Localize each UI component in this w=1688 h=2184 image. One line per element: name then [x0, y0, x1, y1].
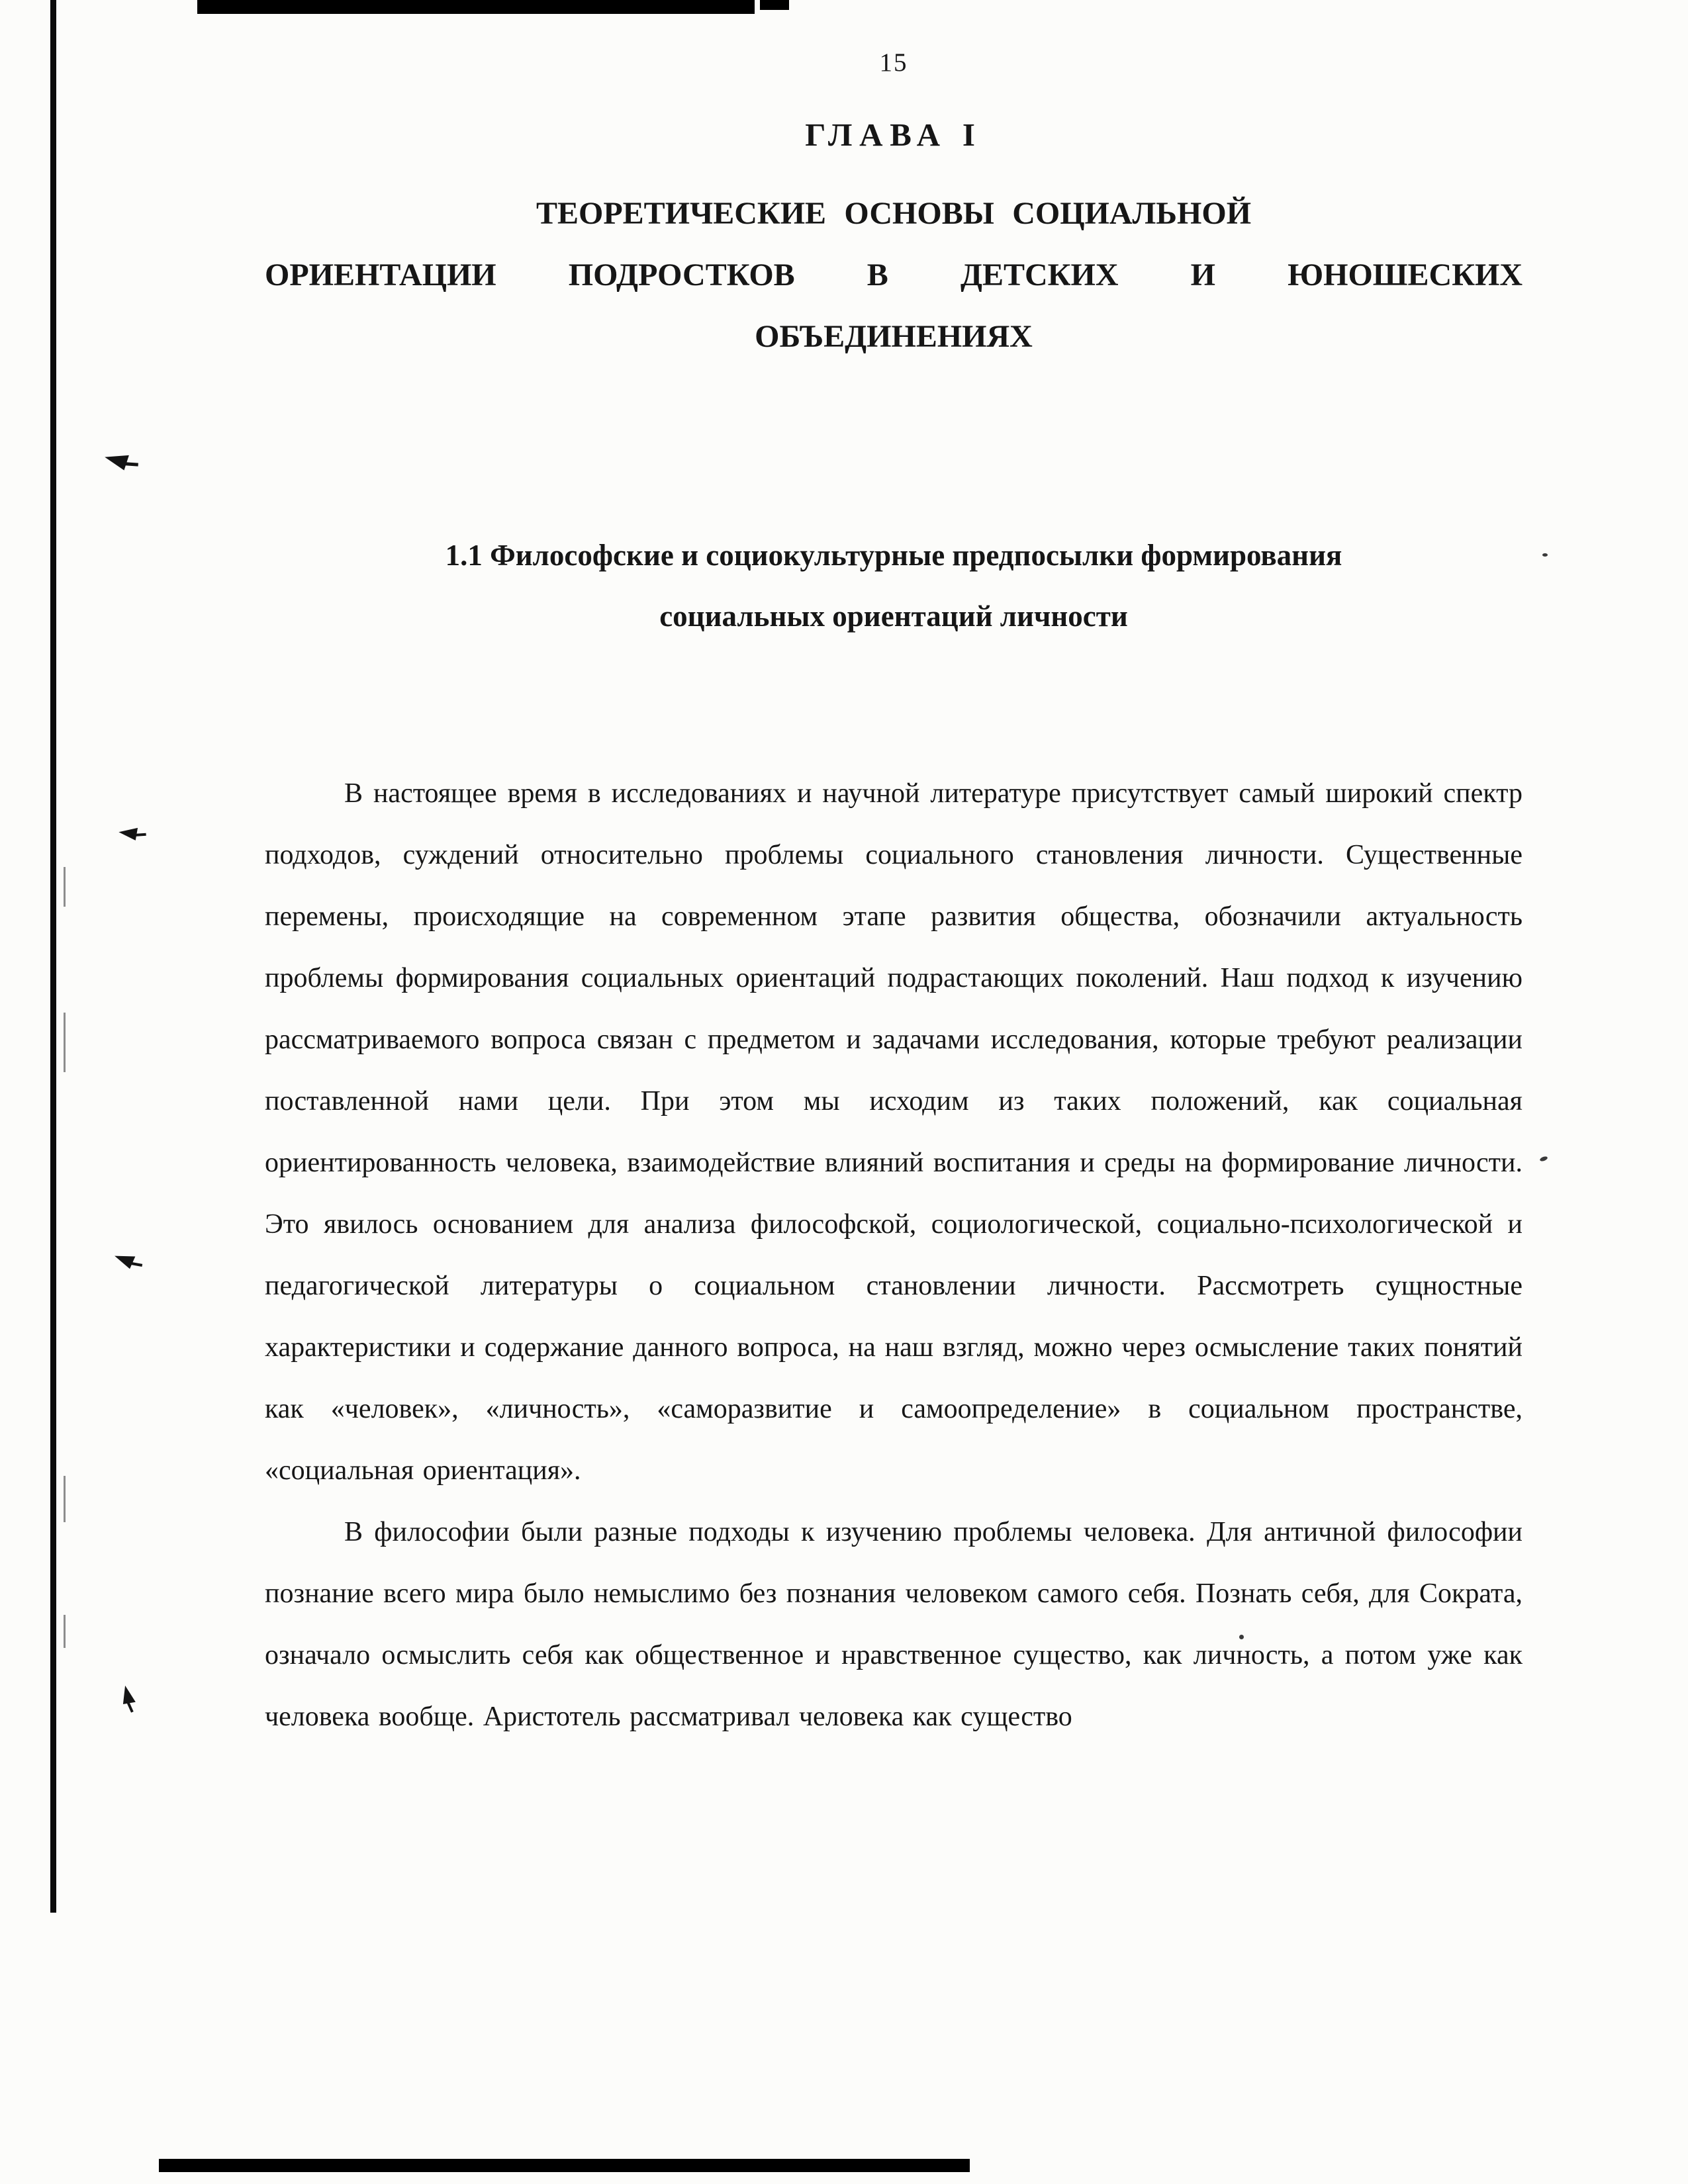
page-number: 15	[879, 48, 908, 77]
scan-bottom-bar	[159, 2159, 970, 2172]
section-heading-line: социальных ориентаций личности	[659, 600, 1128, 633]
ink-mark-icon	[118, 825, 138, 841]
ink-mark-icon	[103, 448, 129, 470]
page-content	[265, 0, 1523, 1748]
chapter-title-line: ТЕОРЕТИЧЕСКИЕ ОСНОВЫ СОЦИАЛЬНОЙ	[536, 196, 1252, 231]
scan-speck	[1542, 553, 1548, 557]
chapter-title	[265, 183, 1523, 367]
scan-dash	[64, 1013, 66, 1072]
scan-dash	[64, 1476, 66, 1522]
chapter-title-line: ОБЪЕДИНЕНИЯХ	[755, 319, 1033, 354]
ink-mark-icon	[120, 1684, 136, 1704]
paragraph: В философии были разные подходы к изучению проблемы человека. Для античной философии познание всего мира было немыслимо без познания человеком самого себя. Познать себя, для Сократа, означало осмыслить себя как общественное и нравственное существо, как личность, а потом уже как человека вообще. Аристотель рассматривал человека как существо	[265, 1517, 1523, 1732]
scan-edge-line	[50, 0, 56, 1913]
chapter-title-line: ОРИЕНТАЦИИ ПОДРОСТКОВ В ДЕТСКИХ И ЮНОШЕСКИХ	[265, 257, 1523, 293]
chapter-heading: ГЛАВА I	[805, 116, 982, 153]
section-heading-line: 1.1 Философские и социокультурные предпосылки формирования	[445, 539, 1342, 572]
body-text	[265, 763, 1523, 1748]
scan-dash	[64, 867, 66, 907]
ink-mark-icon	[113, 1249, 136, 1269]
section-heading	[265, 525, 1523, 647]
paragraph: В настоящее время в исследованиях и научной литературе присутствует самый широкий спектр подходов, суждений относительно проблемы социального становления личности. Существенные перемены, происходящие на современном этапе развития общества, обозначили актуальность проблемы формирования социальных ориентаций подрастающих поколений. Наш подход к изучению рассматриваемого вопроса связан с предметом и задачами исследования, которые требуют реализации поставленной нами цели. При этом мы исходим из таких положений, как социальная ориентированность человека, взаимодействие влияний воспитания и среды на формирование личности. Это явилось основанием для анализа философской, социологической, социально-психологической и педагогической литературы о социальном становлении личности. Рассмотреть сущностные характеристики и содержание данного вопроса, на наш взгляд, можно через осмысление таких понятий как «человек», «личность», «саморазвитие и самоопределение» в социальном пространстве, «социальная ориентация».	[265, 778, 1523, 1486]
scan-dash	[64, 1615, 66, 1648]
scan-speck	[1539, 1156, 1548, 1162]
